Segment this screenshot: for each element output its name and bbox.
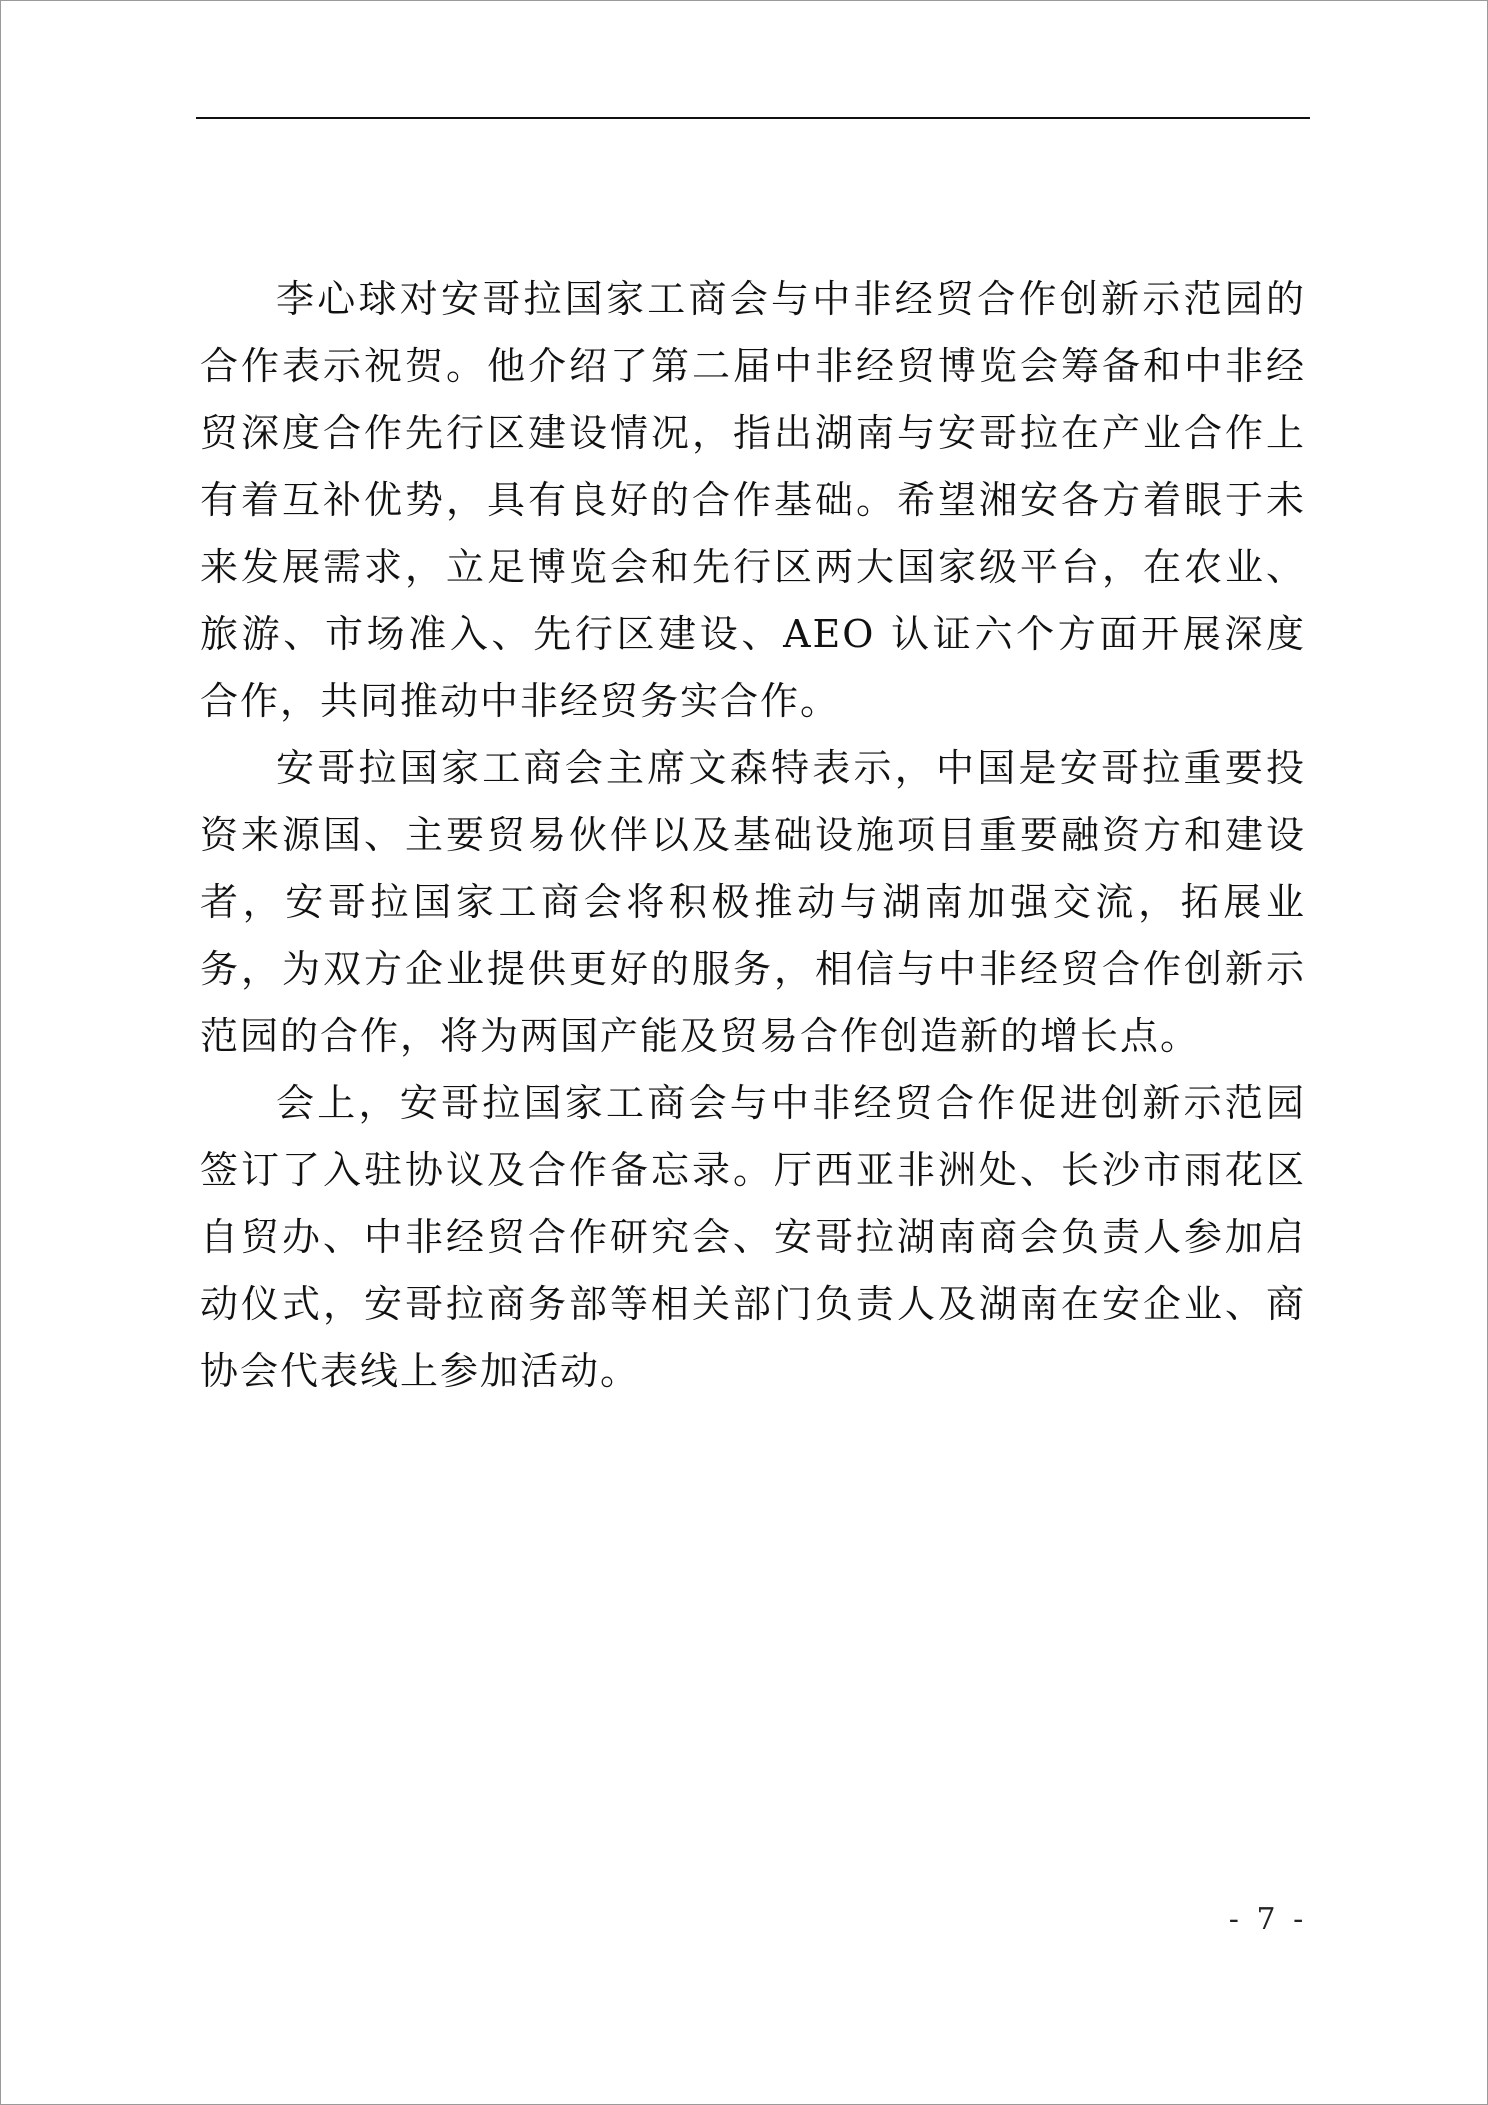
header-rule xyxy=(196,117,1310,119)
paragraph-3: 会上，安哥拉国家工商会与中非经贸合作促进创新示范园签订了入驻协议及合作备忘录。厅西亚非洲处、长沙市雨花区自贸办、中非经贸合作研究会、安哥拉湖南商会负责人参加启动仪式，安哥拉商务部等相关部门负责人及湖南在安企业、商协会代表线上参加活动。 xyxy=(200,1081,1306,1393)
document-body xyxy=(200,266,1306,1405)
paragraph-1: 李心球对安哥拉国家工商会与中非经贸合作创新示范园的合作表示祝贺。他介绍了第二届中非经贸博览会筹备和中非经贸深度合作先行区建设情况，指出湖南与安哥拉在产业合作上有着互补优势，具有良好的合作基础。希望湘安各方着眼于未来发展需求，立足博览会和先行区两大国家级平台，在农业、旅游、市场准入、先行区建设、AEO 认证六个方面开展深度合作，共同推动中非经贸务实合作。 xyxy=(200,277,1306,723)
paragraph-2: 安哥拉国家工商会主席文森特表示，中国是安哥拉重要投资来源国、主要贸易伙伴以及基础设施项目重要融资方和建设者，安哥拉国家工商会将积极推动与湖南加强交流，拓展业务，为双方企业提供更好的服务，相信与中非经贸合作创新示范园的合作，将为两国产能及贸易合作创造新的增长点。 xyxy=(200,746,1306,1058)
page-number: - 7 - xyxy=(1228,1902,1308,1937)
